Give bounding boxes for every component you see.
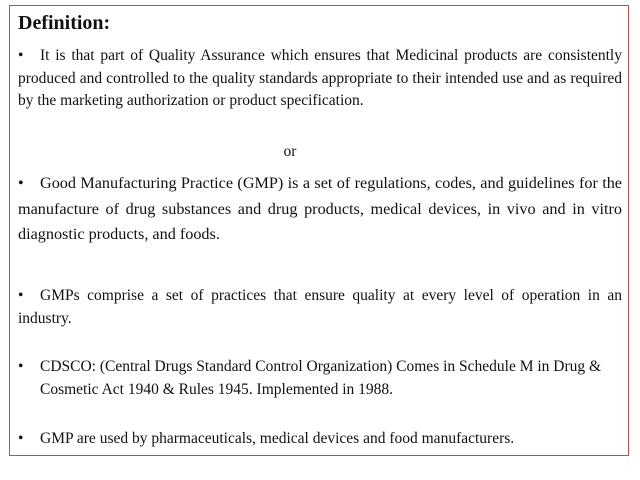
gmp-users-paragraph (18, 427, 622, 450)
paragraph-text: GMPs comprise a set of practices that ensure quality at every level of operation in an industry. (18, 287, 622, 327)
bullet-icon: • (18, 430, 24, 447)
definition-paragraph-1 (18, 45, 622, 113)
bullet-icon: • (18, 287, 24, 304)
paragraph-text: Good Manufacturing Practice (GMP) is a set of regulations, codes, and guidelines for the manufacture of drug substances and drug products, medical devices, in vivo and in vitro diagnostic products, and foods. (18, 174, 622, 243)
definition-paragraph-2 (18, 171, 622, 248)
cdsco-paragraph (18, 355, 622, 401)
paragraph-text: CDSCO: (Central Drugs Standard Control Organization) Comes in Schedule M in Drug & Cosmetic Act 1940 & Rules 1945. Implemented in 1988. (40, 358, 602, 398)
gmp-practices-paragraph (18, 284, 622, 330)
slide-title: Definition: (18, 12, 111, 34)
paragraph-text: GMP are used by pharmaceuticals, medical devices and food manufacturers. (40, 430, 515, 447)
bullet-icon: • (18, 358, 24, 375)
separator-or: or (283, 143, 297, 160)
bullet-icon: • (18, 47, 24, 64)
paragraph-text: It is that part of Quality Assurance which ensures that Medicinal products are consistently produced and controlled to the quality standards appropriate to their intended use and as required by the marketing authorization or product specification. (18, 47, 622, 109)
bullet-icon: • (18, 174, 24, 192)
